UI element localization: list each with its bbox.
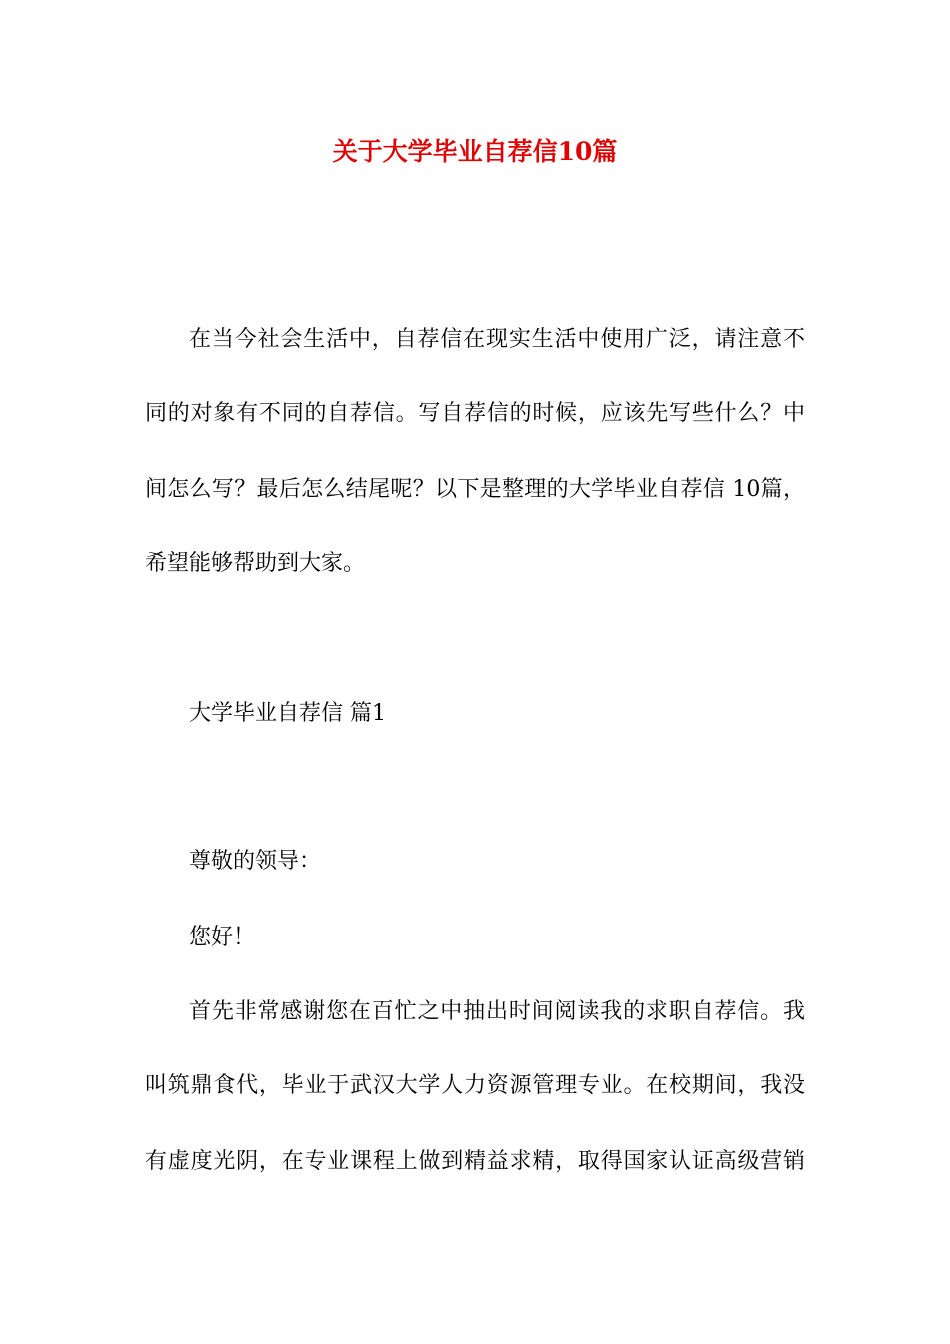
section-heading: 大学毕业自荐信 篇1 [189, 701, 386, 726]
body-line-2: 叫筑鼎食代，毕业于武汉大学人力资源管理专业。在校期间，我没 [145, 1073, 805, 1098]
salutation: 尊敬的领导： [189, 849, 322, 874]
intro-line-3: 间怎么写？最后怎么结尾呢？以下是整理的大学毕业自荐信 10篇， [145, 477, 805, 502]
intro-line-1: 在当今社会生活中，自荐信在现实生活中使用广泛，请注意不 [189, 327, 805, 352]
body-line-1: 首先非常感谢您在百忙之中抽出时间阅读我的求职自荐信。我 [189, 999, 805, 1024]
intro-line-2: 同的对象有不同的自荐信。写自荐信的时候，应该先写些什么？中 [145, 401, 805, 426]
greeting: 您好！ [189, 925, 256, 950]
body-line-3: 有虚度光阴，在专业课程上做到精益求精，取得国家认证高级营销 [145, 1149, 805, 1174]
document-title: 关于大学毕业自荐信10篇 [332, 137, 618, 166]
intro-line-4: 希望能够帮助到大家。 [145, 551, 366, 576]
